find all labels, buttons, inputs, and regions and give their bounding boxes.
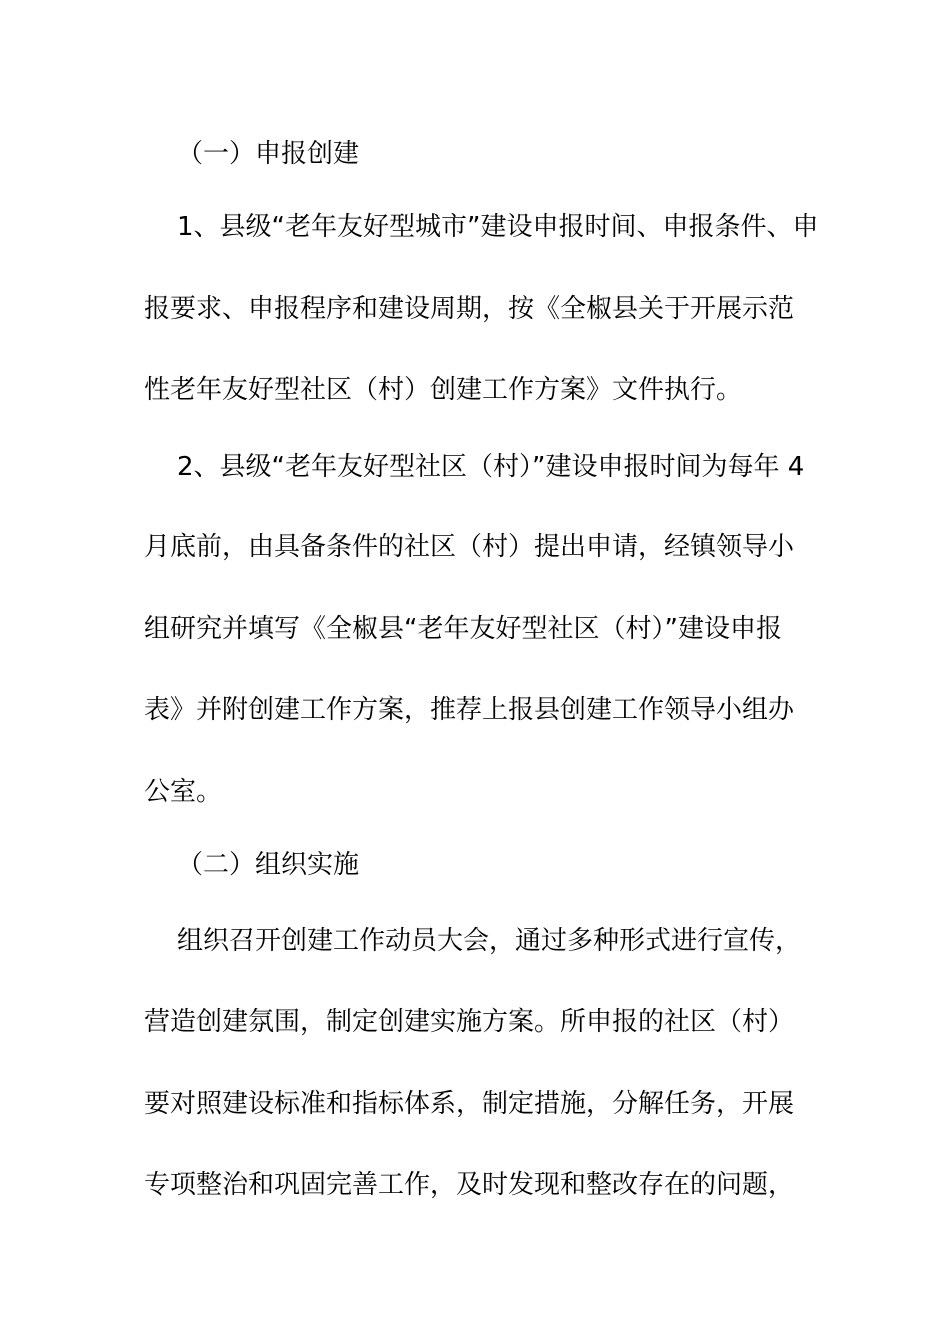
paragraph-line: 报要求、申报程序和建设周期，按《全椒县关于开展示范	[144, 294, 795, 324]
paragraph-line: 月底前，由具备条件的社区（村）提出申请，经镇领导小	[144, 532, 795, 562]
paragraph-line: 表》并附创建工作方案，推荐上报县创建工作领导小组办	[144, 695, 795, 725]
paragraph-line: 要对照建设标准和指标体系，制定措施，分解任务，开展	[144, 1089, 795, 1119]
section-heading-implement: （二）组织实施	[177, 850, 360, 880]
paragraph-line: 1、县级“老年友好型城市”建设申报时间、申报条件、申	[177, 212, 819, 242]
paragraph-line: 2、县级“老年友好型社区（村）”建设申报时间为每年 4	[177, 452, 805, 482]
paragraph-line: 性老年友好型社区（村）创建工作方案》文件执行。	[144, 375, 743, 405]
paragraph-line: 专项整治和巩固完善工作，及时发现和整改存在的问题，	[144, 1170, 795, 1200]
paragraph-line: 公室。	[144, 777, 223, 807]
paragraph-line: 组研究并填写《全椒县“老年友好型社区（村）”建设申报	[144, 614, 782, 644]
paragraph-line: 营造创建氛围，制定创建实施方案。所申报的社区（村）	[144, 1007, 795, 1037]
paragraph-line: 组织召开创建工作动员大会，通过多种形式进行宣传，	[177, 926, 802, 956]
section-heading-apply: （一）申报创建	[177, 139, 360, 169]
